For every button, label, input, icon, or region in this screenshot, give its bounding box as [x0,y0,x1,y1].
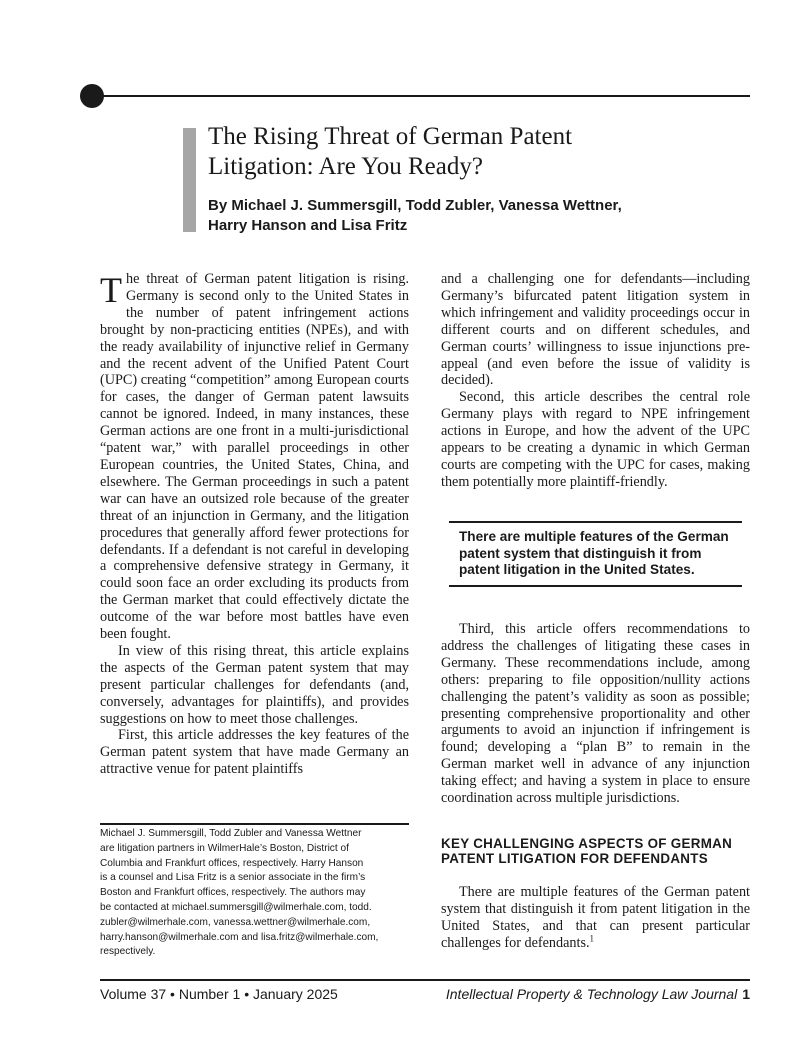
journal-footer [446,985,750,1003]
right-column-top [441,271,750,491]
author-note-line: Columbia and Frankfurt offices, respectively. Harry Hanson [100,857,364,869]
paragraph-continued: and a challenging one for defendants—including Germany’s bifurcated patent litigation system in which infringement and validity proceedings occur in different courts and on different schedules, and German courts’ willingness to issue injunctions pre-appeal (and even before the issue of validity is decided). [441,271,750,389]
right-column-bottom [441,884,750,952]
paragraph-third: Third, this article offers recommendations to address the challenges of litigating these cases in Germany. These recommendations include, among others: preparing to file opposition/nullity actions challenging the patent’s validity as soon as possible; presenting comprehensive proportionality and other arguments to avoid an injunction if infringement is found; developing a “plan B” to remain in the German market well in advance of any injunction taking effect; and having a system in place to ensure coordination across multiple jurisdictions. [441,621,750,807]
byline-line-2: Harry Hanson and Lisa Fritz [208,217,408,234]
paragraph-features [441,884,750,952]
article-title [208,122,728,182]
page-number: 1 [742,986,750,1002]
author-note-line: be contacted at michael.summersgill@wilmerhale.com, todd. [100,901,372,913]
author-note-rule [100,823,409,825]
paragraph-overview: In view of this rising threat, this article explains the aspects of the German patent system that may present particular challenges for defendants (and, conversely, advantages for plaintiffs), and provides suggestions on how to meet those challenges. [100,642,409,727]
author-byline [208,196,728,236]
section-heading: KEY CHALLENGING ASPECTS OF GERMAN PATENT LITIGATION FOR DEFENDANTS [441,836,733,867]
author-note-line: are litigation partners in WilmerHale’s Boston, District of [100,842,349,854]
author-note-line: respectively. [100,946,156,958]
journal-name: Intellectual Property & Technology Law Journal [445,986,738,1002]
pull-quote [449,521,742,587]
intro-paragraph [100,271,409,643]
paragraph-features-text: There are multiple features of the German patent system that distinguish it from patent litigation in the United States, and that can present particular challenges for defendants. [441,884,750,951]
byline-line-1: By Michael J. Summersgill, Todd Zubler, Vanessa Wettner, [208,197,622,214]
right-column-middle [441,621,750,807]
header-rule [88,95,750,97]
paragraph-second: Second, this article describes the central role Germany plays with regard to NPE infringement actions in Europe, and how the advent of the UPC appears to be creating a dynamic in which German courts are competing with the UPC for cases, making them potentially more plaintiff-friendly. [441,389,750,490]
left-column [100,271,409,778]
author-note [100,827,409,960]
footnote-reference[interactable]: 1 [589,932,595,943]
paragraph-first: First, this article addresses the key features of the German patent system that have made Germany an attractive venue for patent plaintiffs [100,727,409,778]
drop-cap: T [100,270,122,310]
author-note-line: harry.hanson@wilmerhale.com and lisa.fritz@wilmerhale.com, [100,931,379,943]
author-note-line: Michael J. Summersgill, Todd Zubler and Vanessa Wettner [100,828,362,839]
footer-rule [100,979,750,981]
author-note-line: zubler@wilmerhale.com, vanessa.wettner@wilmerhale.com, [100,916,371,928]
intro-text: he threat of German patent litigation is rising. Germany is second only to the United States in the number of patent infringement actions brought by non-practicing entities (NPEs), and with the ready availability of injunctive relief in Germany and the recent advent of the Unified Patent Court (UPC) creating “competition” among European courts for cases, the danger of German patent lawsuits cannot be ignored. Indeed, in many instances, these German actions are one front in a multi-jurisdictional “patent war,” with parallel proceedings in other European countries, the United States, China, and elsewhere. The German proceedings in such a patent war can have an outsized role because of the greater threat of an injunction in Germany, and the litigation procedures that generally afford fewer protections for defendants. If a defendant is not careful in developing a comprehensive defensive strategy in Germany, it could soon face an order excluding its products from the German market that could effectively dictate the outcome of the war before most battles have even been fought. [100,271,409,643]
author-note-line: is a counsel and Lisa Fritz is a senior associate in the firm’s [100,872,366,884]
title-line-1: The Rising Threat of German Patent [208,123,573,150]
pull-quote-text: There are multiple features of the German patent system that distinguish it from patent litigation in the United States. [459,529,729,578]
author-note-line: Boston and Frankfurt offices, respectively. The authors may [100,887,366,899]
issue-info: Volume 37 • Number 1 • January 2025 [100,986,338,1002]
title-line-2: Litigation: Are You Ready? [208,153,483,180]
title-accent-bar [183,128,196,232]
